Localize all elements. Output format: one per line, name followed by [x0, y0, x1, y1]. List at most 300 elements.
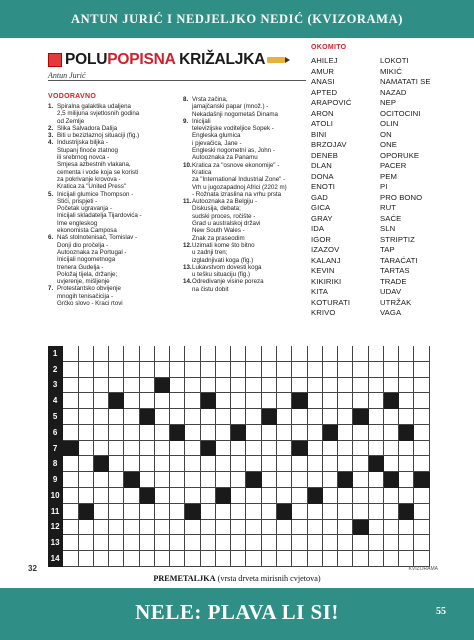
grid-cell[interactable] [216, 362, 231, 378]
grid-cell[interactable] [124, 456, 139, 472]
grid-cell[interactable] [124, 409, 139, 425]
grid-cell[interactable] [414, 378, 429, 394]
grid-cell[interactable] [399, 409, 414, 425]
grid-cell[interactable] [277, 346, 292, 362]
grid-cell[interactable] [140, 441, 155, 457]
grid-cell[interactable] [124, 488, 139, 504]
grid-cell[interactable] [414, 535, 429, 551]
grid-cell[interactable] [140, 520, 155, 536]
grid-cell[interactable] [277, 425, 292, 441]
grid-cell[interactable] [262, 535, 277, 551]
grid-cell[interactable] [63, 504, 78, 520]
grid-cell[interactable] [79, 441, 94, 457]
grid-cell[interactable] [231, 520, 246, 536]
grid-cell[interactable] [384, 362, 399, 378]
grid-cell[interactable] [109, 346, 124, 362]
grid-cell[interactable] [384, 346, 399, 362]
grid-cell[interactable] [109, 456, 124, 472]
grid-cell[interactable] [155, 409, 170, 425]
grid-cell[interactable] [399, 441, 414, 457]
grid-cell[interactable] [63, 393, 78, 409]
grid-cell[interactable] [79, 409, 94, 425]
grid-cell[interactable] [369, 409, 384, 425]
grid-cell[interactable] [246, 520, 261, 536]
grid-cell[interactable] [369, 362, 384, 378]
grid-cell[interactable] [246, 456, 261, 472]
grid-cell[interactable] [353, 504, 368, 520]
grid-cell[interactable] [185, 425, 200, 441]
grid-cell[interactable] [323, 346, 338, 362]
grid-cell[interactable] [63, 520, 78, 536]
grid-cell[interactable] [155, 456, 170, 472]
grid-cell[interactable] [231, 504, 246, 520]
grid-cell[interactable] [185, 535, 200, 551]
grid-cell[interactable] [292, 504, 307, 520]
grid-cell[interactable] [338, 425, 353, 441]
grid-cell[interactable] [185, 488, 200, 504]
grid-cell[interactable] [292, 346, 307, 362]
grid-cell[interactable] [201, 378, 216, 394]
grid-cell[interactable] [155, 346, 170, 362]
grid-cell[interactable] [338, 551, 353, 567]
grid-cell[interactable] [231, 378, 246, 394]
grid-cell[interactable] [414, 425, 429, 441]
grid-cell[interactable] [63, 346, 78, 362]
grid-cell[interactable] [262, 488, 277, 504]
grid-cell[interactable] [323, 393, 338, 409]
grid-cell[interactable] [338, 378, 353, 394]
grid-cell[interactable] [94, 535, 109, 551]
grid-cell[interactable] [170, 551, 185, 567]
grid-cell[interactable] [216, 393, 231, 409]
grid-cell[interactable] [369, 551, 384, 567]
grid-cell[interactable] [414, 441, 429, 457]
grid-cell[interactable] [231, 393, 246, 409]
grid-cell[interactable] [94, 551, 109, 567]
grid-cell[interactable] [185, 409, 200, 425]
grid-cell[interactable] [399, 346, 414, 362]
grid-cell[interactable] [308, 441, 323, 457]
grid-cell[interactable] [79, 551, 94, 567]
grid-cell[interactable] [201, 551, 216, 567]
grid-cell[interactable] [140, 504, 155, 520]
grid-cell[interactable] [277, 441, 292, 457]
grid-cell[interactable] [109, 378, 124, 394]
grid-cell[interactable] [201, 425, 216, 441]
grid-cell[interactable] [262, 520, 277, 536]
grid-cell[interactable] [369, 425, 384, 441]
grid-cell[interactable] [277, 535, 292, 551]
grid-cell[interactable] [292, 409, 307, 425]
grid-cell[interactable] [399, 551, 414, 567]
grid-cell[interactable] [94, 520, 109, 536]
grid-cell[interactable] [155, 362, 170, 378]
grid-cell[interactable] [124, 551, 139, 567]
grid-cell[interactable] [323, 378, 338, 394]
grid-cell[interactable] [292, 425, 307, 441]
grid-cell[interactable] [155, 393, 170, 409]
grid-cell[interactable] [216, 378, 231, 394]
grid-cell[interactable] [155, 535, 170, 551]
grid-cell[interactable] [384, 456, 399, 472]
grid-cell[interactable] [353, 393, 368, 409]
grid-cell[interactable] [79, 393, 94, 409]
grid-cell[interactable] [216, 472, 231, 488]
grid-cell[interactable] [170, 378, 185, 394]
grid-cell[interactable] [384, 504, 399, 520]
grid-cell[interactable] [292, 472, 307, 488]
grid-cell[interactable] [353, 472, 368, 488]
grid-cell[interactable] [155, 425, 170, 441]
grid-cell[interactable] [185, 456, 200, 472]
grid-cell[interactable] [155, 441, 170, 457]
grid-cell[interactable] [94, 409, 109, 425]
grid-cell[interactable] [384, 425, 399, 441]
grid-cell[interactable] [414, 551, 429, 567]
grid-cell[interactable] [277, 520, 292, 536]
grid-cell[interactable] [201, 472, 216, 488]
grid-cell[interactable] [384, 441, 399, 457]
grid-cell[interactable] [185, 520, 200, 536]
grid-cell[interactable] [323, 520, 338, 536]
grid-cell[interactable] [369, 504, 384, 520]
grid-cell[interactable] [216, 425, 231, 441]
grid-cell[interactable] [277, 551, 292, 567]
grid-cell[interactable] [155, 504, 170, 520]
grid-cell[interactable] [231, 441, 246, 457]
grid-cell[interactable] [323, 441, 338, 457]
grid-cell[interactable] [231, 456, 246, 472]
grid-cell[interactable] [124, 346, 139, 362]
grid-cell[interactable] [94, 472, 109, 488]
grid-cell[interactable] [262, 393, 277, 409]
grid-cell[interactable] [63, 362, 78, 378]
grid-cell[interactable] [323, 456, 338, 472]
grid-cell[interactable] [63, 488, 78, 504]
grid-cell[interactable] [399, 488, 414, 504]
grid-cell[interactable] [155, 551, 170, 567]
grid-cell[interactable] [384, 520, 399, 536]
grid-cell[interactable] [338, 409, 353, 425]
grid-cell[interactable] [231, 488, 246, 504]
grid-cell[interactable] [246, 346, 261, 362]
grid-cell[interactable] [170, 441, 185, 457]
grid-cell[interactable] [185, 362, 200, 378]
grid-cell[interactable] [201, 520, 216, 536]
grid-cell[interactable] [246, 393, 261, 409]
grid-cell[interactable] [353, 551, 368, 567]
grid-cell[interactable] [262, 441, 277, 457]
grid-cell[interactable] [109, 425, 124, 441]
grid-cell[interactable] [414, 520, 429, 536]
grid-cell[interactable] [109, 520, 124, 536]
grid-cell[interactable] [79, 456, 94, 472]
grid-cell[interactable] [140, 551, 155, 567]
grid-cell[interactable] [308, 535, 323, 551]
grid-cell[interactable] [63, 409, 78, 425]
grid-cell[interactable] [79, 425, 94, 441]
grid-cell[interactable] [323, 535, 338, 551]
grid-cell[interactable] [277, 456, 292, 472]
grid-cell[interactable] [94, 362, 109, 378]
grid-cell[interactable] [109, 504, 124, 520]
grid-cell[interactable] [323, 551, 338, 567]
grid-cell[interactable] [140, 535, 155, 551]
grid-cell[interactable] [155, 520, 170, 536]
grid-cell[interactable] [399, 393, 414, 409]
grid-cell[interactable] [201, 488, 216, 504]
grid-cell[interactable] [338, 456, 353, 472]
grid-cell[interactable] [369, 393, 384, 409]
grid-cell[interactable] [338, 488, 353, 504]
grid-cell[interactable] [369, 472, 384, 488]
grid-cell[interactable] [292, 520, 307, 536]
grid-cell[interactable] [170, 409, 185, 425]
grid-cell[interactable] [246, 504, 261, 520]
grid-cell[interactable] [79, 378, 94, 394]
grid-cell[interactable] [231, 472, 246, 488]
grid-cell[interactable] [292, 378, 307, 394]
grid-cell[interactable] [308, 520, 323, 536]
grid-cell[interactable] [262, 425, 277, 441]
grid-cell[interactable] [185, 346, 200, 362]
grid-cell[interactable] [94, 504, 109, 520]
grid-cell[interactable] [170, 393, 185, 409]
grid-cell[interactable] [216, 551, 231, 567]
grid-cell[interactable] [94, 393, 109, 409]
grid-cell[interactable] [353, 362, 368, 378]
grid-cell[interactable] [170, 520, 185, 536]
grid-cell[interactable] [63, 425, 78, 441]
grid-cell[interactable] [140, 456, 155, 472]
grid-cell[interactable] [170, 472, 185, 488]
grid-cell[interactable] [231, 535, 246, 551]
grid-cell[interactable] [369, 520, 384, 536]
grid-cell[interactable] [353, 535, 368, 551]
grid-cell[interactable] [170, 535, 185, 551]
grid-cell[interactable] [63, 378, 78, 394]
grid-cell[interactable] [63, 535, 78, 551]
grid-cell[interactable] [124, 504, 139, 520]
grid-cell[interactable] [94, 425, 109, 441]
grid-cell[interactable] [170, 488, 185, 504]
grid-cell[interactable] [323, 409, 338, 425]
grid-cell[interactable] [338, 393, 353, 409]
grid-cell[interactable] [109, 551, 124, 567]
grid-cell[interactable] [140, 378, 155, 394]
grid-cell[interactable] [353, 346, 368, 362]
grid-cell[interactable] [231, 409, 246, 425]
grid-cell[interactable] [246, 551, 261, 567]
grid-cell[interactable] [262, 551, 277, 567]
grid-cell[interactable] [140, 346, 155, 362]
grid-cell[interactable] [231, 551, 246, 567]
grid-cell[interactable] [353, 488, 368, 504]
grid-cell[interactable] [124, 393, 139, 409]
grid-cell[interactable] [109, 488, 124, 504]
grid-cell[interactable] [384, 488, 399, 504]
grid-cell[interactable] [292, 551, 307, 567]
grid-cell[interactable] [308, 393, 323, 409]
grid-cell[interactable] [399, 520, 414, 536]
grid-cell[interactable] [246, 535, 261, 551]
grid-cell[interactable] [338, 504, 353, 520]
grid-cell[interactable] [277, 362, 292, 378]
grid-cell[interactable] [109, 362, 124, 378]
grid-cell[interactable] [124, 378, 139, 394]
grid-cell[interactable] [369, 535, 384, 551]
grid-cell[interactable] [414, 456, 429, 472]
grid-cell[interactable] [79, 520, 94, 536]
grid-cell[interactable] [369, 441, 384, 457]
grid-cell[interactable] [246, 441, 261, 457]
grid-cell[interactable] [262, 456, 277, 472]
grid-cell[interactable] [79, 535, 94, 551]
grid-cell[interactable] [277, 409, 292, 425]
grid-cell[interactable] [399, 378, 414, 394]
grid-cell[interactable] [308, 378, 323, 394]
grid-cell[interactable] [338, 441, 353, 457]
grid-cell[interactable] [216, 456, 231, 472]
grid-cell[interactable] [353, 425, 368, 441]
grid-cell[interactable] [140, 472, 155, 488]
grid-cell[interactable] [384, 551, 399, 567]
grid-cell[interactable] [216, 409, 231, 425]
grid-cell[interactable] [63, 551, 78, 567]
grid-cell[interactable] [323, 488, 338, 504]
grid-cell[interactable] [292, 362, 307, 378]
grid-cell[interactable] [170, 504, 185, 520]
grid-cell[interactable] [338, 535, 353, 551]
grid-cell[interactable] [170, 346, 185, 362]
grid-cell[interactable] [414, 393, 429, 409]
grid-cell[interactable] [353, 441, 368, 457]
grid-cell[interactable] [323, 362, 338, 378]
grid-cell[interactable] [369, 346, 384, 362]
grid-cell[interactable] [384, 535, 399, 551]
grid-cell[interactable] [399, 472, 414, 488]
grid-cell[interactable] [155, 472, 170, 488]
grid-cell[interactable] [109, 441, 124, 457]
grid-cell[interactable] [399, 362, 414, 378]
grid-cell[interactable] [216, 441, 231, 457]
grid-cell[interactable] [246, 362, 261, 378]
grid-cell[interactable] [414, 409, 429, 425]
grid-cell[interactable] [353, 378, 368, 394]
grid-cell[interactable] [201, 346, 216, 362]
grid-cell[interactable] [262, 472, 277, 488]
grid-cell[interactable] [201, 504, 216, 520]
grid-cell[interactable] [399, 456, 414, 472]
grid-cell[interactable] [216, 504, 231, 520]
grid-cell[interactable] [292, 456, 307, 472]
grid-cell[interactable] [185, 378, 200, 394]
grid-cell[interactable] [369, 488, 384, 504]
grid-cell[interactable] [124, 520, 139, 536]
grid-cell[interactable] [185, 551, 200, 567]
grid-cell[interactable] [201, 409, 216, 425]
grid-cell[interactable] [308, 409, 323, 425]
grid-cell[interactable] [109, 472, 124, 488]
grid-cell[interactable] [140, 393, 155, 409]
grid-cell[interactable] [140, 362, 155, 378]
grid-cell[interactable] [246, 425, 261, 441]
grid-cell[interactable] [414, 362, 429, 378]
grid-cell[interactable] [338, 362, 353, 378]
grid-cell[interactable] [201, 456, 216, 472]
grid-cell[interactable] [79, 346, 94, 362]
grid-cell[interactable] [216, 535, 231, 551]
grid-cell[interactable] [277, 378, 292, 394]
grid-cell[interactable] [308, 551, 323, 567]
grid-cell[interactable] [338, 520, 353, 536]
grid-cell[interactable] [246, 488, 261, 504]
grid-cell[interactable] [323, 504, 338, 520]
grid-cell[interactable] [124, 441, 139, 457]
grid-cell[interactable] [201, 362, 216, 378]
grid-cell[interactable] [308, 362, 323, 378]
grid-cell[interactable] [94, 441, 109, 457]
grid-cell[interactable] [140, 425, 155, 441]
grid-cell[interactable] [414, 346, 429, 362]
grid-cell[interactable] [246, 409, 261, 425]
grid-cell[interactable] [94, 378, 109, 394]
grid-cell[interactable] [277, 393, 292, 409]
grid-cell[interactable] [185, 393, 200, 409]
grid-cell[interactable] [124, 425, 139, 441]
grid-cell[interactable] [308, 425, 323, 441]
grid-cell[interactable] [308, 456, 323, 472]
grid-cell[interactable] [308, 504, 323, 520]
grid-cell[interactable] [369, 378, 384, 394]
grid-cell[interactable] [201, 535, 216, 551]
grid-cell[interactable] [308, 472, 323, 488]
grid-cell[interactable] [109, 409, 124, 425]
grid-cell[interactable] [79, 472, 94, 488]
grid-cell[interactable] [399, 535, 414, 551]
grid-cell[interactable] [338, 346, 353, 362]
grid-cell[interactable] [124, 535, 139, 551]
grid-cell[interactable] [384, 409, 399, 425]
grid-cell[interactable] [384, 378, 399, 394]
grid-cell[interactable] [94, 488, 109, 504]
grid-cell[interactable] [231, 362, 246, 378]
grid-cell[interactable] [262, 346, 277, 362]
grid-cell[interactable] [262, 504, 277, 520]
grid-cell[interactable] [170, 362, 185, 378]
grid-cell[interactable] [262, 362, 277, 378]
grid-cell[interactable] [353, 456, 368, 472]
grid-cell[interactable] [323, 472, 338, 488]
grid-cell[interactable] [262, 378, 277, 394]
grid-cell[interactable] [63, 456, 78, 472]
grid-cell[interactable] [277, 472, 292, 488]
grid-cell[interactable] [216, 520, 231, 536]
grid-cell[interactable] [292, 535, 307, 551]
grid-cell[interactable] [414, 488, 429, 504]
grid-cell[interactable] [277, 488, 292, 504]
grid-cell[interactable] [185, 441, 200, 457]
grid-cell[interactable] [124, 362, 139, 378]
grid-cell[interactable] [246, 378, 261, 394]
grid-cell[interactable] [109, 535, 124, 551]
grid-cell[interactable] [63, 472, 78, 488]
grid-cell[interactable] [216, 346, 231, 362]
grid-cell[interactable] [170, 456, 185, 472]
grid-cell[interactable] [79, 488, 94, 504]
grid-cell[interactable] [292, 488, 307, 504]
grid-cell[interactable] [185, 472, 200, 488]
